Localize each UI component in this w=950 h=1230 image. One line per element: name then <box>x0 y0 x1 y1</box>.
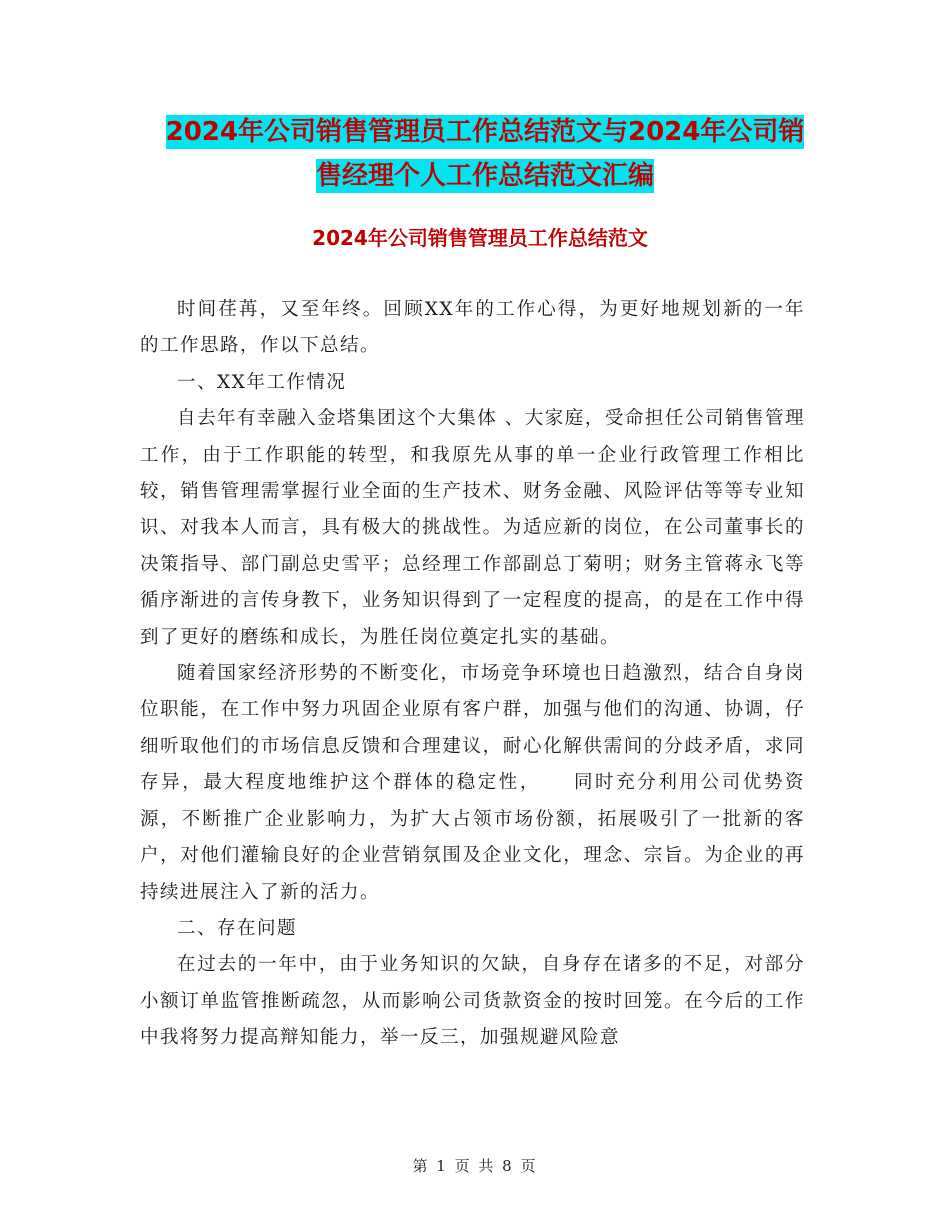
section-heading: 二、存在问题 <box>177 917 298 939</box>
document-body <box>140 292 805 1057</box>
paragraph: 在过去的一年中，由于业务知识的欠缺，自身存在诸多的不足，对部分小额订单监管推断疏忽，从而影响公司货款资金的按时回笼。在今后的工作中我将努力提高辩知能力，举一反三，加强规避风险意 <box>140 954 805 1049</box>
paragraph: 时间荏苒，又至年终。回顾XX年的工作心得，为更好地规划新的一年的工作思路，作以下总结。 <box>140 299 805 357</box>
document-title <box>140 110 830 198</box>
section-title: 2024年公司销售管理员工作总结范文 <box>312 226 648 250</box>
paragraph: 随着国家经济形势的不断变化，市场竞争环境也日趋激烈，结合自身岗位职能，在工作中努力巩固企业原有客户群，加强与他们的沟通、协调，仔细听取他们的市场信息反馈和合理建议，耐心化解供需间的分歧矛盾，求同存异，最大程度地维护这个群体的稳定性， 同时充分利用公司优势资源，不断推广企业影响力，为扩大占领市场份额，拓展吸引了一批新的客户，对他们灌输良好的企业营销氛围及企业文化，理念、宗旨。为企业的再持续进展注入了新的活力。 <box>140 663 805 903</box>
paragraph: 自去年有幸融入金塔集团这个大集体 、大家庭，受命担任公司销售管理工作，由于工作职能的转型，和我原先从事的单一企业行政管理工作相比较，销售管理需掌握行业全面的生产技术、财务金融、风险评估等等专业知识、对我本人而言，具有极大的挑战性。为适应新的岗位，在公司董事长的决策指导、部门副总史雪平；总经理工作部副总丁菊明；财务主管蒋永飞等循序渐进的言传身教下，业务知识得到了一定程度的提高，的是在工作中得到了更好的磨练和成长，为胜任岗位奠定扎实的基础。 <box>140 408 805 648</box>
title-line-1: 2024年公司销售管理员工作总结范文与2024年公司销 <box>165 117 805 147</box>
section-heading: 一、XX年工作情况 <box>177 371 347 393</box>
title-line-2: 售经理个人工作总结范文汇编 <box>315 161 654 191</box>
page-footer: 第 1 页 共 8 页 <box>412 1157 538 1175</box>
